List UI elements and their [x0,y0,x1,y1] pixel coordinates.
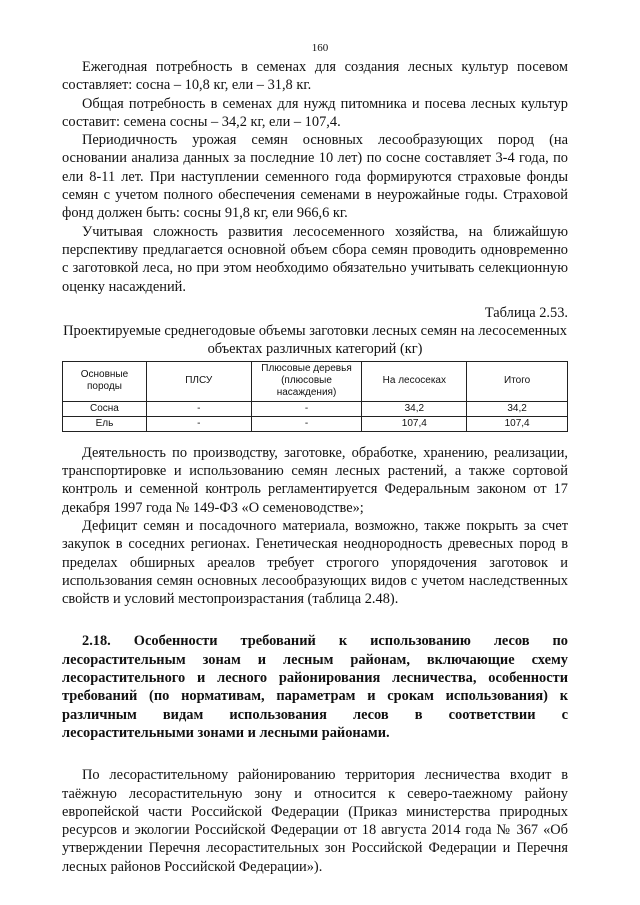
table-cell: 34,2 [362,401,467,416]
table-header-cell: На лесосеках [362,361,467,401]
paragraph: По лесорастительному районированию территория лесничества входит в таёжную лесорастительную зону и относится к северо-таежному району европейской части Российской Федерации (Приказ министерства природных ресурсов и экологии Российской Федерации от 18 августа 2014 года № 367 «Об утверждении Перечня лесорастительных зон Российской Федерации и Перечня лесных районов Российской Федерации»). [62,767,568,875]
paragraph: Ежегодная потребность в семенах для создания лесных культур посевом составляет: сосна – 10,8 кг, ели – 31,8 кг. [62,59,568,94]
table-title: Проектируемые среднегодовые объемы заготовки лесных семян на лесосеменных объектах различных категорий (кг) [63,323,567,358]
table-label: Таблица 2.53. [484,304,568,321]
table-header-cell: Основные породы [63,361,147,401]
table-header-row [63,361,568,401]
paragraph: Дефицит семян и посадочного материала, возможно, также покрыть за счет закупок в соседних регионах. Генетическая неоднородность древесных пород в пределах обширных ареалов требует строгого упорядочения заготовок и использования семян основных лесообразующих видов с учетом наследственных свойств и условий местопроизрастания (таблица 2.48). [62,517,568,608]
table-header-cell: ПЛСУ [146,361,251,401]
table-cell: 107,4 [467,416,568,431]
seed-volume-table [62,361,568,432]
table-header-cell: Итого [467,361,568,401]
table-header-cell: Плюсовые деревья (плюсовые насаждения) [251,361,362,401]
paragraph: Учитывая сложность развития лесосеменного хозяйства, на ближайшую перспективу предлагается основной объем сбора семян проводить одновременно с заготовкой леса, но при этом необходимо обязательно учитывать селекционную оценку насаждений. [62,223,568,295]
page-number: 160 [311,42,329,54]
table-cell: - [146,416,251,431]
table-cell: - [146,401,251,416]
table-cell: - [251,416,362,431]
table-cell: - [251,401,362,416]
table-cell: Сосна [63,401,147,416]
table-row [63,401,568,416]
table-row [63,416,568,431]
table-cell: 107,4 [362,416,467,431]
section-heading: 2.18. Особенности требований к использованию лесов по лесорастительным зонам и лесным районам, включающие схему лесорастительного и лесного районирования лесничества, особенности требований (по нормативам, параметрам и срокам использования) к различным видам использования лесов в соответствии с лесорастительными зонами и лесными районами. [62,633,568,741]
paragraph: Общая потребность в семенах для нужд питомника и посева лесных культур составит: семена сосны – 34,2 кг, ели – 107,4. [62,95,568,130]
document-body [62,58,568,876]
paragraph: Периодичность урожая семян основных лесообразующих пород (на основании анализа данных за последние 10 лет) по сосне составляет 3-4 года, по ели 8-11 лет. При наступлении семенного года формируются страховые фонды семян с учетом полного обеспечения семенами в неурожайные годы. Страховой фонд должен быть: сосны 91,8 кг, ели 966,6 кг. [62,132,568,222]
paragraph: Деятельность по производству, заготовке, обработке, хранению, реализации, транспортировке и использованию семян лесных растений, а также сортовой контроль и семенной контроль регламентируется Федеральным законом от 17 декабря 1997 года № 149-ФЗ «О семеноводстве»; [62,444,568,516]
table-cell: 34,2 [467,401,568,416]
table-cell: Ель [63,416,147,431]
